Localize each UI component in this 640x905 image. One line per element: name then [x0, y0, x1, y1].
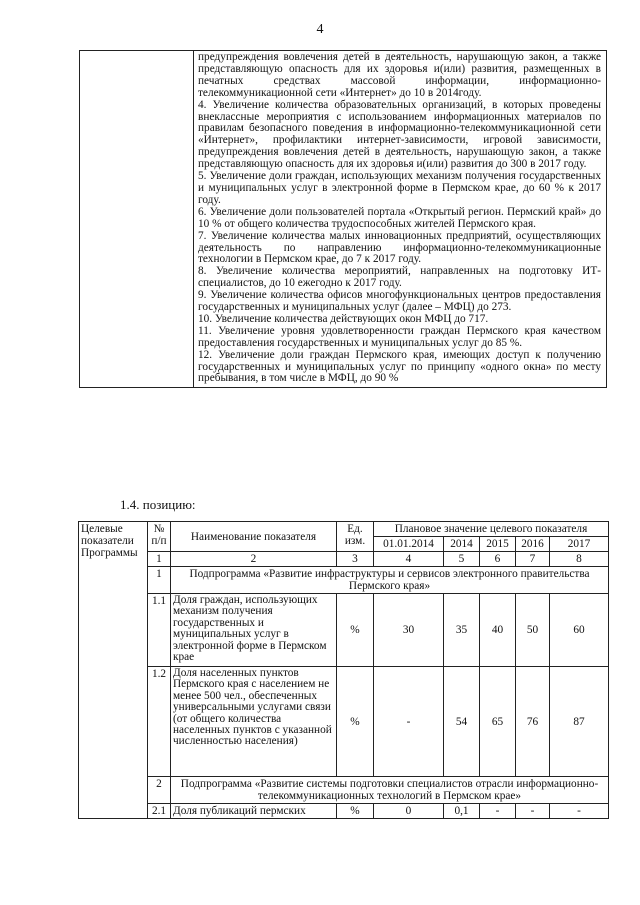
goal-paragraph: 7. Увеличение количества малых инновационных предприятий, осуществляющих деятельность по направлению информационно-телекоммуникационные технологии в Пермском крае, до 7 к 2017 году. — [198, 229, 601, 266]
indicator-name: Доля населенных пунктов Пермского края с населением не менее 500 чел., обеспеченных универсальными услугами связи (от общего количества населенных пунктов с указанной численностью населения) — [171, 667, 337, 777]
header-year: 2017 — [550, 537, 609, 552]
indicator-value: - — [516, 804, 550, 819]
target-indicators-table — [78, 521, 609, 819]
indicator-unit: % — [337, 667, 374, 777]
header-year: 2015 — [480, 537, 516, 552]
header-year: 01.01.2014 — [374, 537, 444, 552]
indicator-value: - — [480, 804, 516, 819]
page-number: 4 — [316, 22, 324, 37]
goal-paragraph: 5. Увеличение доли граждан, использующих механизм получения государственных и муниципальных услуг в электронной форме в Пермском крае, до 60 % к 2017 году. — [198, 170, 601, 206]
goals-text-cell — [194, 51, 607, 388]
column-number: 6 — [480, 552, 516, 567]
goal-paragraph: предупреждения вовлечения детей в деятельность, нарушающую закон, а также представляющую опасность для их здоровья и(или) развития, размещенных в печатных средствах массовой информации, информационно-телекоммуникационной сети «Интернет» до 10 в 2014году. — [198, 51, 601, 99]
indicator-name: Доля граждан, использующих механизм получения государственных и муниципальных услуг в электронной форме в Пермском крае — [171, 594, 337, 667]
goal-paragraph: 10. Увеличение количества действующих окон МФЦ до 717. — [198, 312, 489, 325]
indicator-value: 60 — [550, 594, 609, 667]
header-name: Наименование показателя — [171, 522, 337, 552]
indicator-num: 1.1 — [148, 594, 171, 667]
header-year: 2016 — [516, 537, 550, 552]
indicator-value: 0,1 — [444, 804, 480, 819]
indicator-value: 54 — [444, 667, 480, 777]
goal-paragraph: 11. Увеличение уровня удовлетворенности граждан Пермского края качеством предоставления государственных и муниципальных услуг до 85 %. — [198, 324, 601, 349]
indicator-name: Доля публикаций пермских — [171, 804, 337, 819]
indicator-unit: % — [337, 594, 374, 667]
column-number: 3 — [337, 552, 374, 567]
indicator-value: 35 — [444, 594, 480, 667]
indicator-value: 87 — [550, 667, 609, 777]
goal-paragraph: 4. Увеличение количества образовательных организаций, в которых проведены внеклассные мероприятия с использованием информационных материалов по правилам безопасного поведения в информационно-телекоммуникационной сети «Интернет», профилактики интернет-зависимости, игровой зависимости, предупреждения вовлечения детей в деятельность, нарушающую закон, а также представляющую опасность для их здоровья и(или) развития до 300 в 2017 году. — [198, 98, 601, 171]
goal-paragraph: 9. Увеличение количества офисов многофункциональных центров предоставления государственных и муниципальных услуг (далее – МФЦ) до 273. — [198, 289, 601, 314]
column-number: 4 — [374, 552, 444, 567]
column-number: 7 — [516, 552, 550, 567]
subprogram-title: Подпрограмма «Развитие инфраструктуры и сервисов электронного правительства Пермского края» — [171, 567, 609, 594]
empty-label-cell — [80, 51, 194, 388]
subprogram-title: Подпрограмма «Развитие системы подготовки специалистов отрасли информационно-телекоммуникационных технологий в Пермском крае» — [171, 777, 609, 804]
header-num: № п/п — [148, 522, 171, 552]
column-number: 5 — [444, 552, 480, 567]
subprogram-num: 2 — [148, 777, 171, 804]
column-number: 1 — [148, 552, 171, 567]
indicator-value: 76 — [516, 667, 550, 777]
row-label-cell: Целевые показатели Программы — [79, 522, 148, 819]
goals-continuation-table — [79, 50, 607, 388]
indicator-value: 30 — [374, 594, 444, 667]
goal-paragraph: 6. Увеличение доли пользователей портала «Открытый регион. Пермский край» до 10 % от общего количества трудоспособных жителей Пермского края. — [198, 205, 601, 230]
goal-paragraph: 8. Увеличение количества мероприятий, направленных на подготовку ИТ-специалистов, до 10 ежегодно к 2017 году. — [198, 265, 601, 290]
column-number: 8 — [550, 552, 609, 567]
section-label: 1.4. позицию: — [120, 497, 196, 512]
indicator-value: 65 — [480, 667, 516, 777]
header-unit: Ед. изм. — [337, 522, 374, 552]
column-number: 2 — [171, 552, 337, 567]
indicator-value: - — [550, 804, 609, 819]
header-plan: Плановое значение целевого показателя — [374, 522, 609, 537]
indicator-value: 50 — [516, 594, 550, 667]
indicator-value: 40 — [480, 594, 516, 667]
indicator-value: 0 — [374, 804, 444, 819]
header-year: 2014 — [444, 537, 480, 552]
indicator-num: 1.2 — [148, 667, 171, 777]
indicator-value: - — [374, 667, 444, 777]
subprogram-num: 1 — [148, 567, 171, 594]
indicator-num: 2.1 — [148, 804, 171, 819]
indicator-unit: % — [337, 804, 374, 819]
goal-paragraph: 12. Увеличение доли граждан Пермского края, имеющих доступ к получению государственных и муниципальных услуг по принципу «одного окна» по месту пребывания, в том числе в МФЦ, до 90 % — [198, 348, 601, 385]
